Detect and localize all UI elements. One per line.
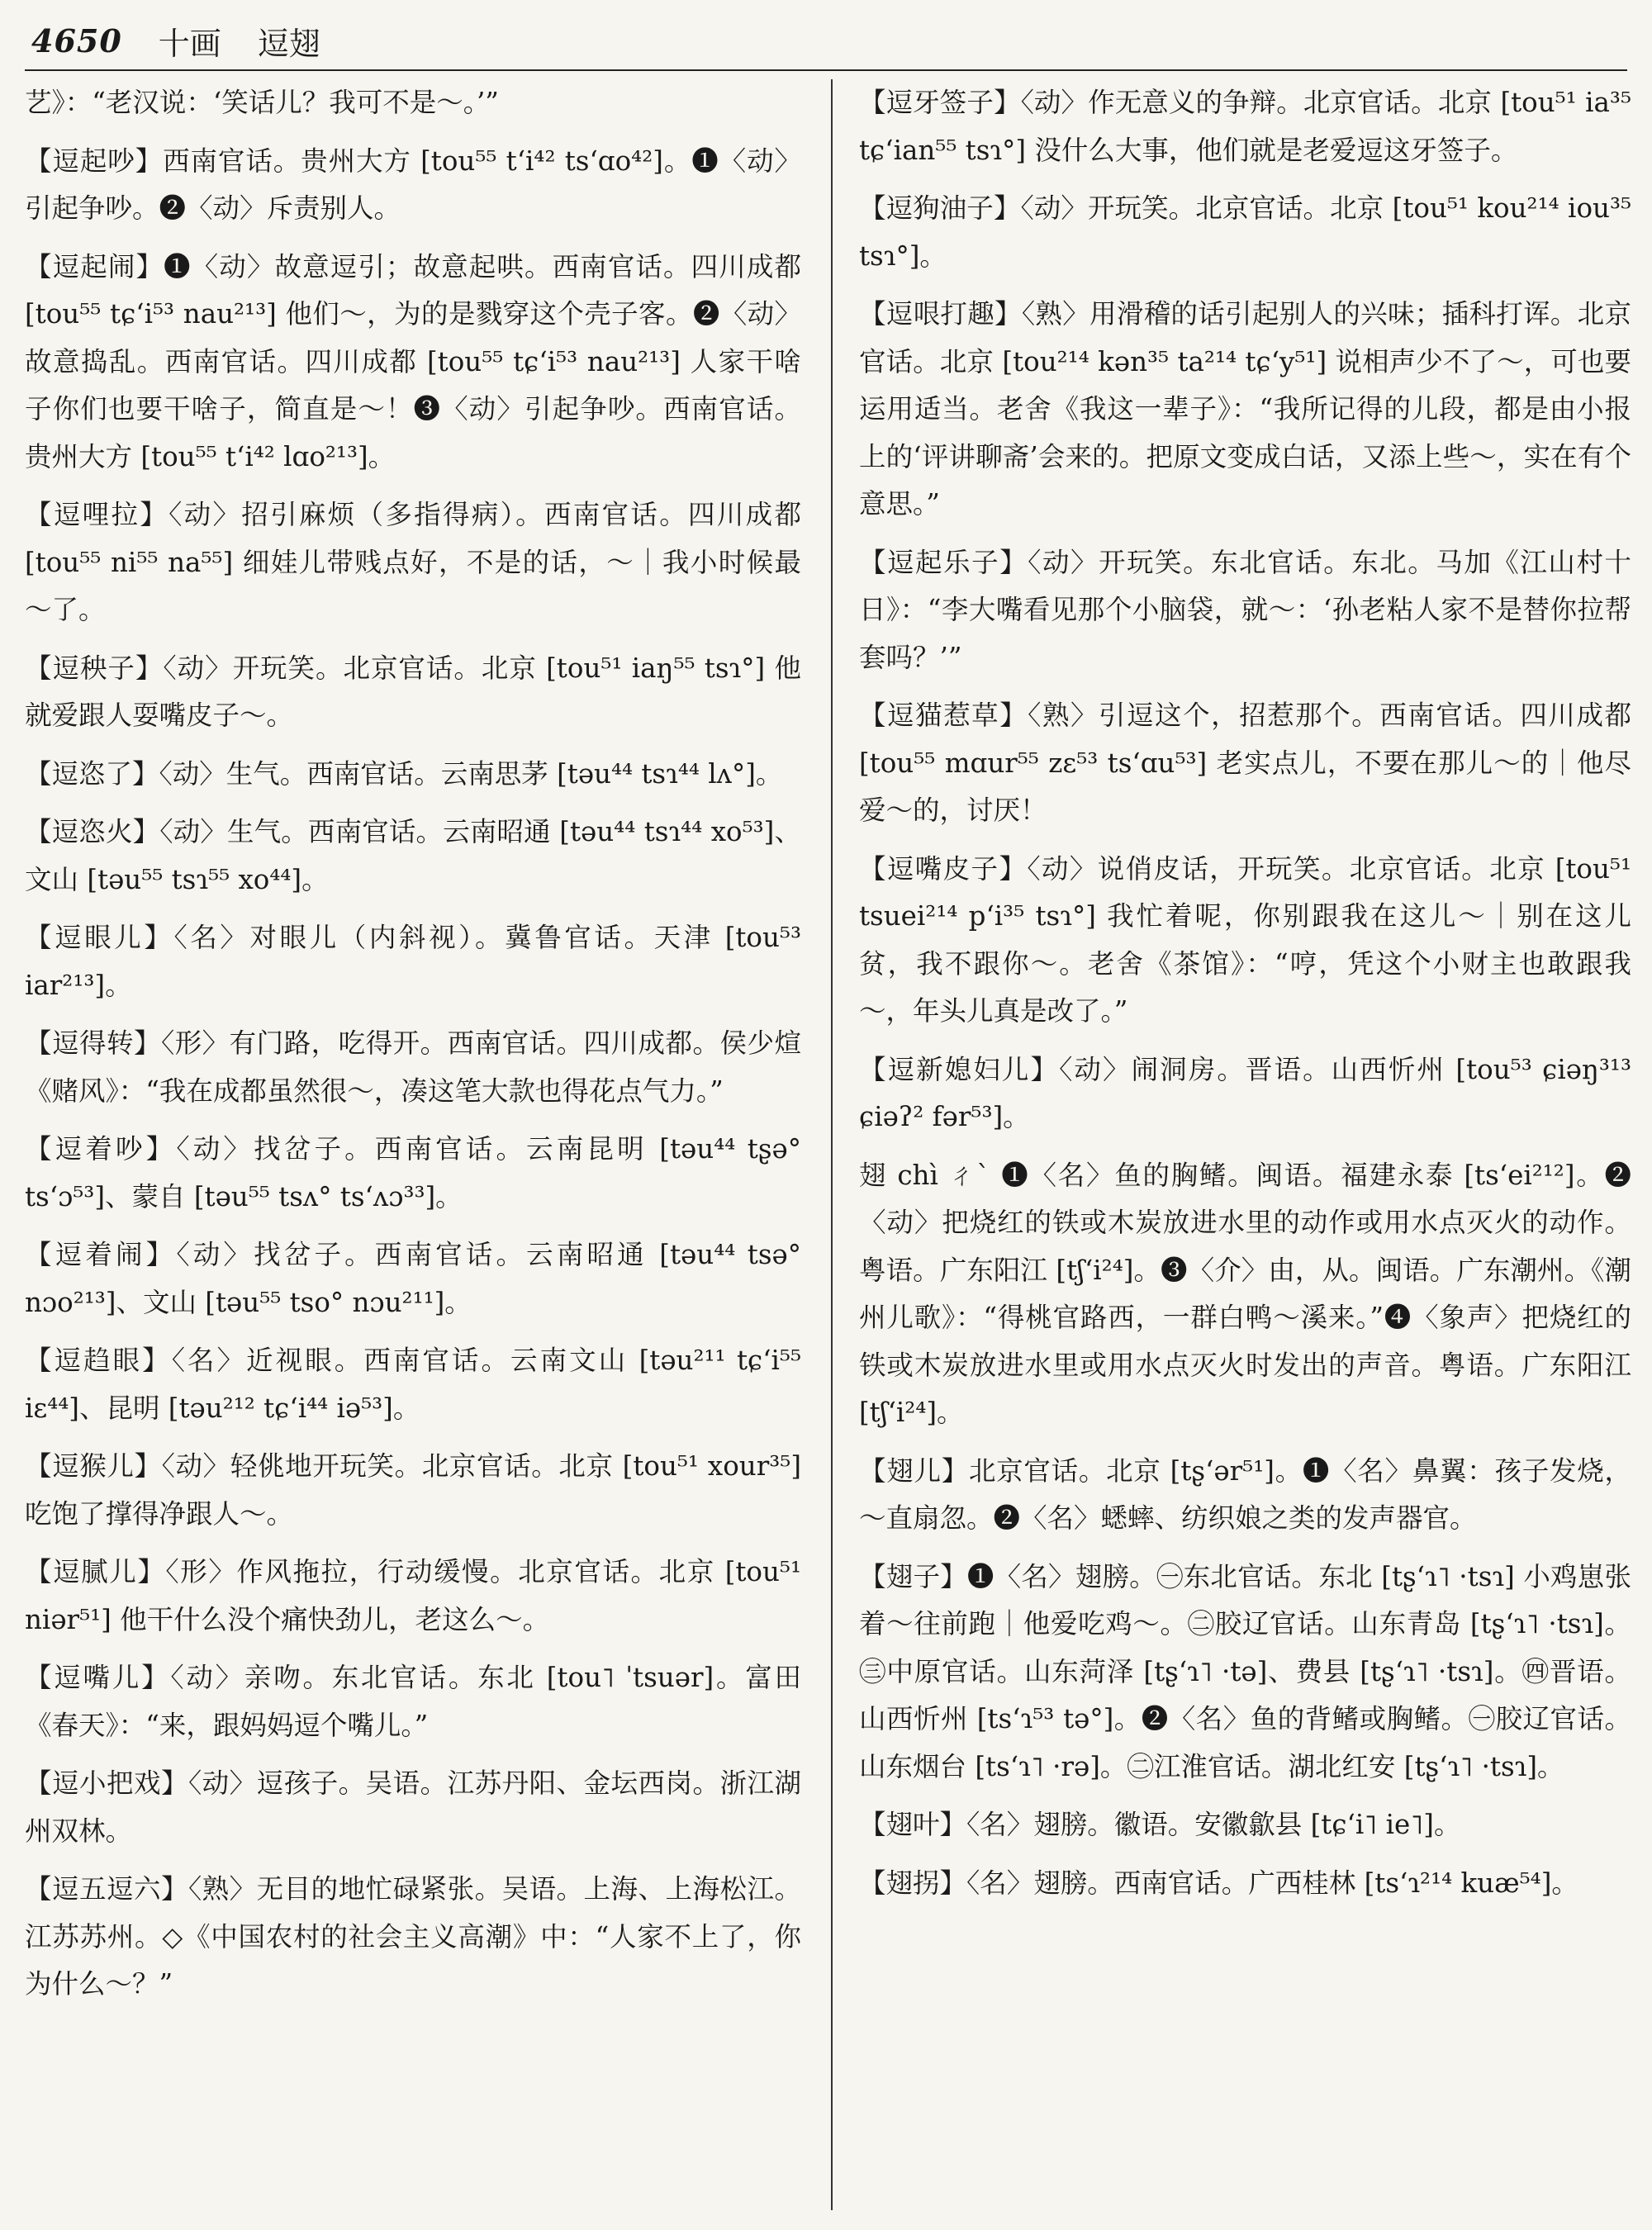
entry-chi-zi: 【翅子】❶〈名〉翅膀。㊀东北官话。东北 [tʂ‘ɿ˥ ·tsɿ] 小鸡崽张着～往前跑｜他爱吃鸡～。㊁胶辽官话。山东青岛 [tʂ‘ɿ˥ ·tsɿ]。㊂中原官话。山东菏泽 [tʂ‘ɿ˥ ·tə]、费县 [tʂ‘ɿ˥ ·tsɿ]。㊃晋语。山西忻州 [ts‘ɿ⁵³ tə°]。❷〈名〉鱼的背鳍或胸鳍。㊀胶辽官话。山东烟台 [ts‘ɿ˥ ·rə]。㊁江淮官话。湖北红安 [tʂ‘ɿ˥ ·tsɿ]。 bbox=[859, 1560, 1631, 1782]
entry-dou-qi-nao: 【逗起闹】❶〈动〉故意逗引；故意起哄。西南官话。四川成都 [tou⁵⁵ tɕ‘i⁵³ nau²¹³] 他们～，为的是戮穿这个壳子客。❷〈动〉故意捣乱。西南官话。四川成都 [tou⁵⁵ tɕ‘i⁵³ nau²¹³] 人家干啥子你们也要干啥子，简直是～！❸〈动〉引起争吵。西南官话。贵州大方 [tou⁵⁵ t‘i⁴² lɑo²¹³]。 bbox=[25, 250, 801, 472]
section-label: 十画 bbox=[158, 25, 221, 62]
header-rule bbox=[25, 69, 1627, 71]
entry-dou-yan-er: 【逗眼儿】〈名〉对眼儿（内斜视）。冀鲁官话。天津 [tou⁵³ iar²¹³]。 bbox=[25, 922, 801, 1001]
entry-dou-mao-re-cao: 【逗猫惹草】〈熟〉引逗这个，招惹那个。西南官话。四川成都 [tou⁵⁵ mɑur⁵⁵ zɛ⁵³ ts‘ɑu⁵³] 老实点儿，不要在那儿～的｜他尽爱～的，讨厌！ bbox=[859, 700, 1631, 826]
entry-dou-qi-chao: 【逗起吵】西南官话。贵州大方 [tou⁵⁵ t‘i⁴² ts‘ɑo⁴²]。❶〈动〉引起争吵。❷〈动〉斥责别人。 bbox=[25, 145, 801, 224]
entry-dou-zhe-nao: 【逗着闹】〈动〉找岔子。西南官话。云南昭通 [təu⁴⁴ tsə° nɔo²¹³]、文山 [təu⁵⁵ tso° nɔu²¹¹]。 bbox=[25, 1239, 801, 1318]
entry-dou-qi-le-zi: 【逗起乐子】〈动〉开玩笑。东北官话。东北。马加《江山村十日》：“李大嘴看见那个小脑袋，就～：‘孙老粘人家不是替你拉帮套吗？’” bbox=[859, 546, 1631, 673]
page-header bbox=[31, 15, 1602, 66]
entry-chi-ye: 【翅叶】〈名〉翅膀。徽语。安徽歙县 [tɕ‘i˥ ie˥]。 bbox=[859, 1809, 1461, 1840]
entry-continuation: 艺》：“老汉说：‘笑话儿？我可不是～。’” bbox=[25, 87, 499, 118]
entry-dou-zhe-chao: 【逗着吵】〈动〉找岔子。西南官话。云南昆明 [təu⁴⁴ tʂə° ts‘ɔ⁵³]、蒙自 [təu⁵⁵ tsʌ° ts‘ʌɔ³³]。 bbox=[25, 1133, 801, 1212]
entry-chi-er: 【翅儿】北京官话。北京 [tʂ‘ər⁵¹]。❶〈名〉鼻翼：孩子发烧，～直扇忽。❷〈名〉蟋蟀、纺织娘之类的发声器官。 bbox=[859, 1454, 1631, 1534]
entry-chi-guai: 【翅拐】〈名〉翅膀。西南官话。广西桂林 [ts‘ɿ²¹⁴ kuæ⁵⁴]。 bbox=[859, 1867, 1578, 1899]
entry-dou-ya-qian-zi: 【逗牙签子】〈动〉作无意义的争辩。北京官话。北京 [tou⁵¹ ia³⁵ tɕ‘ian⁵⁵ tsɿ°] 没什么大事，他们就是老爱逗这牙签子。 bbox=[859, 87, 1631, 166]
entry-dou-hou-er: 【逗猴儿】〈动〉轻佻地开玩笑。北京官话。北京 [tou⁵¹ xour³⁵] 吃饱了撑得净跟人～。 bbox=[25, 1450, 801, 1530]
entry-dou-xiao-ba-xi: 【逗小把戏】〈动〉逗孩子。吴语。江苏丹阳、金坛西岗。浙江湖州双林。 bbox=[25, 1767, 801, 1847]
entry-dou-wu-dou-liu: 【逗五逗六】〈熟〉无目的地忙碌紧张。吴语。上海、上海松江。江苏苏州。◇《中国农村的社会主义高潮》中：“人家不上了，你为什么～？” bbox=[25, 1873, 801, 2000]
column-divider bbox=[831, 79, 833, 2210]
entry-dou-yang-zi: 【逗秧子】〈动〉开玩笑。北京官话。北京 [tou⁵¹ iaŋ⁵⁵ tsɿ°] 他就爱跟人耍嘴皮子～。 bbox=[25, 652, 801, 731]
entry-dou-zui-pi-zi: 【逗嘴皮子】〈动〉说俏皮话，开玩笑。北京官话。北京 [tou⁵¹ tsuei²¹⁴ p‘i³⁵ tsɿ°] 我忙着呢，你别跟我在这儿～｜别在这儿贫，我不跟你～。老舍《茶馆》：“哼，凭这个小财主也敢跟我～，年头儿真是改了。” bbox=[859, 852, 1631, 1027]
entry-dou-qu-yan: 【逗趋眼】〈名〉近视眼。西南官话。云南文山 [təu²¹¹ tɕ‘i⁵⁵ iɛ⁴⁴]、昆明 [təu²¹² tɕ‘i⁴⁴ iə⁵³]。 bbox=[25, 1345, 801, 1424]
entry-dou-ni-er: 【逗腻儿】〈形〉作风拖拉，行动缓慢。北京官话。北京 [tou⁵¹ niər⁵¹] 他干什么没个痛快劲儿，老这么～。 bbox=[25, 1556, 801, 1635]
right-column bbox=[859, 79, 1631, 1918]
page-number: 4650 bbox=[31, 21, 122, 59]
left-column bbox=[25, 79, 801, 2019]
entry-dou-zi-le: 【逗恣了】〈动〉生气。西南官话。云南思茅 [təu⁴⁴ tsɿ⁴⁴ lʌ°]。 bbox=[25, 757, 783, 790]
entry-dou-xin-xi-fu-er: 【逗新媳妇儿】〈动〉闹洞房。晋语。山西忻州 [tou⁵³ ɕiəŋ³¹³ ɕiəʔ² fər⁵³]。 bbox=[859, 1053, 1631, 1132]
entry-dou-gou-you-zi: 【逗狗油子】〈动〉开玩笑。北京官话。北京 [tou⁵¹ kou²¹⁴ iou³⁵ tsɿ°]。 bbox=[859, 192, 1631, 272]
entry-dou-zi-huo: 【逗恣火】〈动〉生气。西南官话。云南昭通 [təu⁴⁴ tsɿ⁴⁴ xo⁵³]、文山 [təu⁵⁵ tsɿ⁵⁵ xo⁴⁴]。 bbox=[25, 816, 801, 895]
entry-dou-gen-da-qu: 【逗哏打趣】〈熟〉用滑稽的话引起别人的兴味；插科打诨。北京官话。北京 [tou²¹⁴ kən³⁵ ta²¹⁴ tɕ‘y⁵¹] 说相声少不了～，可也要运用适当。老舍《我这一辈子》：“我所记得的儿段，都是由小报上的‘评讲聊斋’会来的。把原文变成白话，又添上些～，实在有个意思。” bbox=[859, 298, 1631, 520]
entry-dou-zui-er: 【逗嘴儿】〈动〉亲吻。东北官话。东北 [tou˥ ˈtsuər]。富田《春天》：“来，跟妈妈逗个嘴儿。” bbox=[25, 1662, 801, 1741]
entry-dou-li-la: 【逗哩拉】〈动〉招引麻烦（多指得病）。西南官话。四川成都 [tou⁵⁵ ni⁵⁵ na⁵⁵] 细娃儿带贱点好，不是的话，～｜我小时候最～了。 bbox=[25, 499, 801, 625]
entry-chi-headword: 翅 chì ㄔˋ ❶〈名〉鱼的胸鳍。闽语。福建永泰 [ts‘ei²¹²]。❷〈动〉把烧红的铁或木炭放进水里的动作或用水点灭火的动作。粤语。广东阳江 [tʃ‘i²⁴]。❸〈介〉由，从。闽语。广东潮州。《潮州儿歌》：“得桃官路西，一群白鸭～溪来。”❹〈象声〉把烧红的铁或木炭放进水里或用水点灭火时发出的声音。粤语。广东阳江 [tʃ‘i²⁴]。 bbox=[859, 1159, 1631, 1428]
entry-dou-de-zhuan: 【逗得转】〈形〉有门路，吃得开。西南官话。四川成都。侯少煊《赌风》：“我在成都虽然很～，凑这笔大款也得花点气力。” bbox=[25, 1027, 801, 1107]
header-chars: 逗翅 bbox=[257, 25, 320, 62]
